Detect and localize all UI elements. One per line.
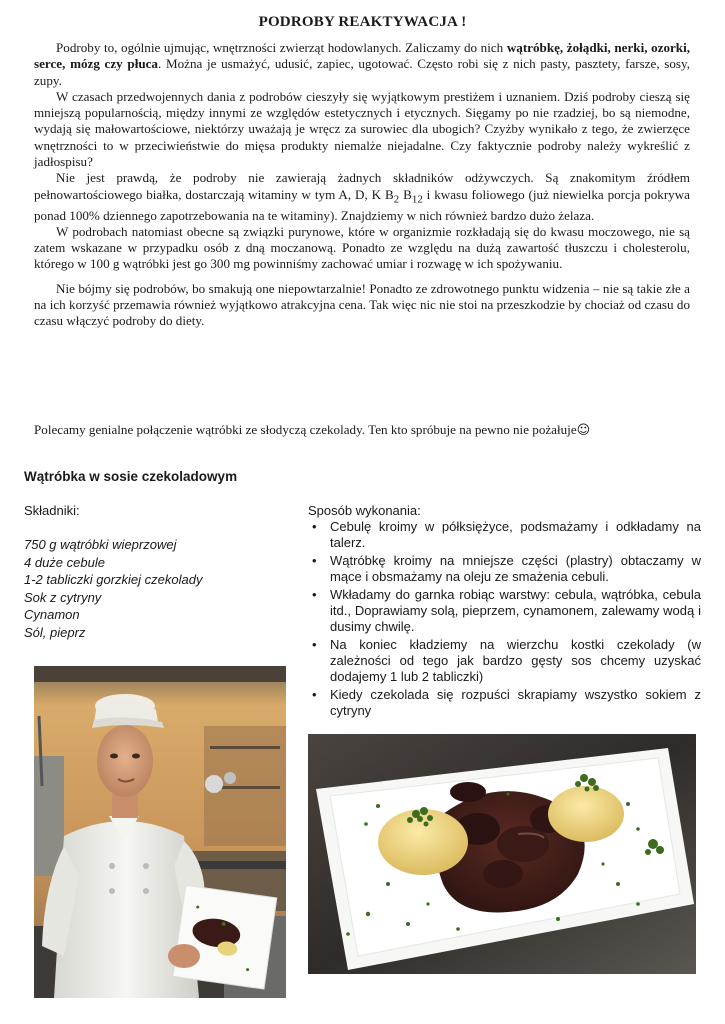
intro-paragraph-4: W podrobach natomiast obecne są związki purynowe, które w organizmie rozkładają się do kwasu moczowego, nie są zatem wskazane w przypadku osób z dną moczanową. Ponadto ze względu na dużą zawartość tłuszczu i cholesterolu, którego w 100 g wątróbki jest go 300 mg powinniśmy zachować umiar i rozwagę w ich spożywaniu. (34, 223, 690, 272)
intro-text (34, 40, 690, 330)
method-steps-list (308, 519, 701, 721)
intro-p3-start: Nie jest prawdą, że podroby nie zawierają żadnych składników odżywczych. Są znakomitym źródłem pełnowartościowego białka, dostarczają witaminy w tym A, D, K B (34, 170, 690, 202)
intro-paragraph-3 (34, 170, 690, 224)
method-step: • Na koniec kładziemy na wierzchu kostki czekolady (w zależności od tego jak bardzo gęsty sos chcemy uzyskać dodajemy 1 lub 2 tabliczki) (308, 637, 701, 685)
intro-p1-bold-offal-list: wątróbkę, żołądki, nerki, ozorki, serce, mózg czy płuca (34, 40, 690, 72)
intro-p3-mid: B (399, 186, 412, 202)
recipe-title: Wątróbka w sosie czekoladowym (24, 469, 238, 484)
page-title: PODROBY REAKTYWACJA ! (258, 14, 467, 30)
ingredient-item: Sól, pieprz (24, 624, 86, 640)
intro-p3-end: i kwasu foliowego (już niewielka porcja pokrywa ponad 100% dziennego zapotrzebowania na te witaminy). Znajdziemy w nich również bardzo dużo żelaza. (34, 186, 690, 223)
smiley-icon: ☺ (576, 423, 591, 438)
ingredient-item: 1-2 tabliczki gorzkiej czekolady (24, 572, 203, 587)
dish-photo-illustration (308, 734, 696, 974)
chef-photo (34, 666, 286, 998)
ingredient-item: Sok z cytryny (24, 589, 102, 605)
intro-paragraph-2: W czasach przedwojennych dania z podrobów cieszyły się wyjątkowym prestiżem i uznaniem. Dziś podroby cieszą się mniejszą popularnością, między innymi ze względów estetycznych i etycznych. Sięgamy po nie rzadziej, bo są niemodne, wydają się małowartościowe, niektórzy uważają je wręcz za surowiec dla ubogich? Czyżby wynikało z tego, że zwierzęce wnętrzności to w przeciwieństwie do mięsa produkty niemalże niejadalne. Czy faktycznie podroby należy wykreślić z jadłospisu? (34, 88, 690, 170)
method-step: • Wkładamy do garnka robiąc warstwy: cebula, wątróbka, cebula itd., Doprawiamy solą, pieprzem, cynamonem, zalewamy wodą i dusimy chwilę. (308, 587, 701, 635)
ingredient-item: Cynamon (24, 607, 80, 622)
dish-photo (308, 734, 696, 974)
ingredient-item: 750 g wątróbki wieprzowej (24, 537, 177, 552)
vitamin-b2-subscript: 2 (393, 193, 400, 206)
ingredients-label: Składniki: (24, 503, 80, 518)
vitamin-b12-subscript: 12 (411, 193, 423, 206)
method-step: • Kiedy czekolada się rozpuści skrapiamy wszystko sokiem z cytryny (308, 687, 701, 719)
method-step: • Cebulę kroimy w półksiężyce, podsmażamy i odkładamy na talerz. (308, 519, 701, 551)
intro-p1-end: . Można je usmażyć, udusić, zapiec, ugotować. Często robi się z nich pasty, pasztety, farsze, sosy, zupy. (34, 56, 690, 88)
intro-p1-start: Podroby to, ogólnie ujmując, wnętrzności zwierząt hodowlanych. Zaliczamy do nich (56, 40, 507, 55)
recommendation-line (34, 422, 694, 439)
chef-photo-illustration (34, 666, 286, 998)
ingredient-item: 4 duże cebule (24, 554, 105, 570)
recommendation-text: Polecamy genialne połączenie wątróbki ze słodyczą czekolady. Ten kto spróbuje na pewno nie pożałuje (34, 422, 577, 437)
method-label: Sposób wykonania: (308, 503, 421, 518)
ingredients-list (24, 536, 202, 641)
method-step: • Wątróbkę kroimy na mniejsze części (plastry) obtaczamy w mące i obsmażamy na oleju ze smażenia cebuli. (308, 553, 701, 585)
intro-paragraph-5: Nie bójmy się podrobów, bo smakują one niepowtarzalnie! Ponadto ze zdrowotnego punktu widzenia – nie są takie złe a na ich korzyść przemawia również wyjątkowo atrakcyjna cena. Tak więc nic nie stoi na przeszkodzie by chociaż od czasu do czasu włączyć podroby do diety. (34, 280, 690, 329)
intro-paragraph-1 (34, 40, 690, 89)
